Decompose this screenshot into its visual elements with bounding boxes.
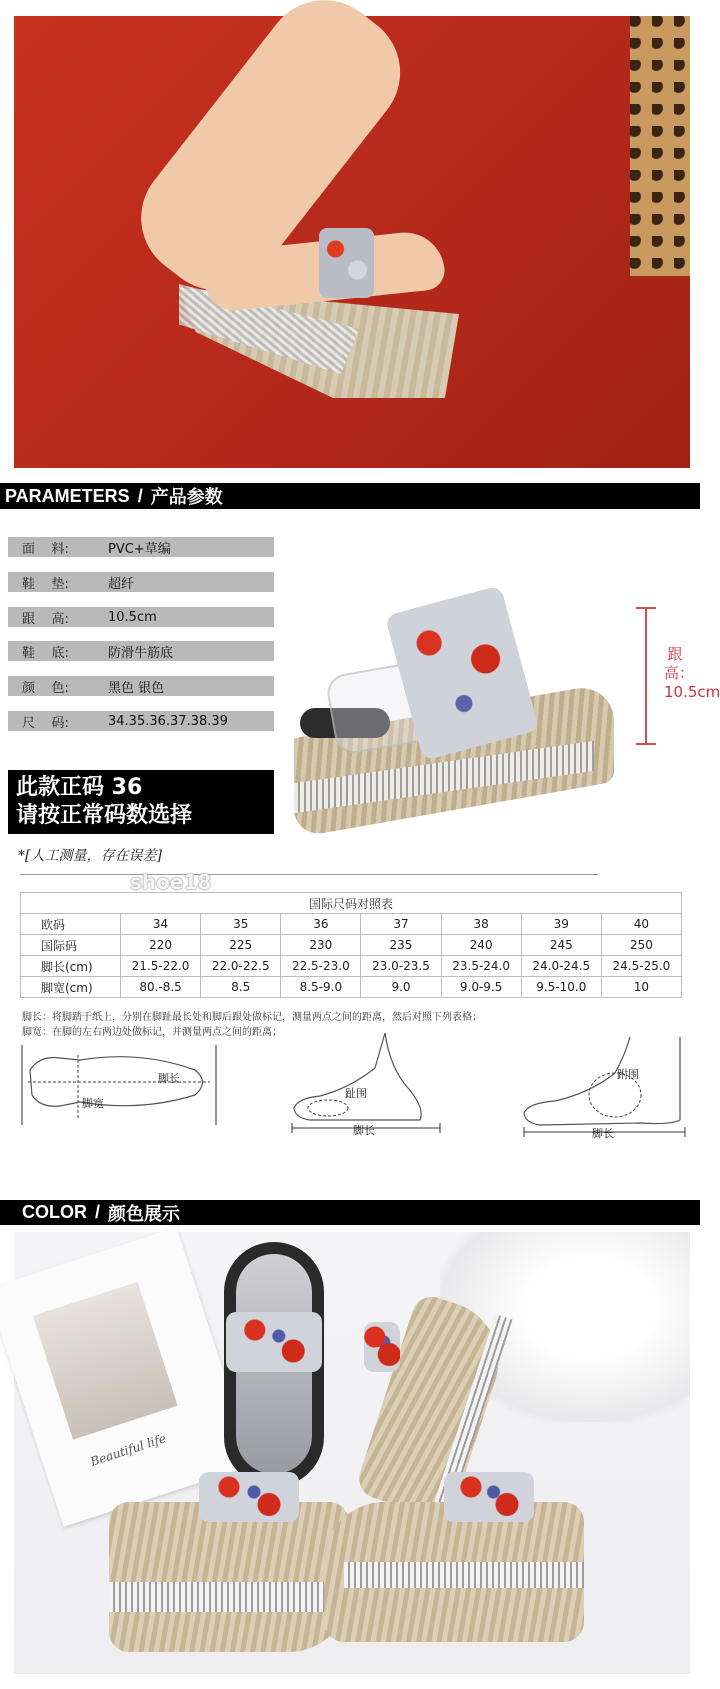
table-cell: 9.0-9.5 (441, 977, 521, 998)
param-label: 颜 色: (22, 680, 69, 696)
diagram-label-length-3: 脚长 (592, 1127, 614, 1140)
table-row (21, 977, 682, 998)
param-label: 跟 高: (22, 611, 69, 627)
param-row-heel (8, 607, 274, 627)
diagram-label-instep-girth: 跗围 (617, 1068, 639, 1081)
notice-line-2: 请按正常码数选择 (16, 803, 193, 828)
color-title-sep: / (95, 1202, 101, 1222)
table-cell: 22.0-22.5 (201, 956, 281, 977)
row-label: 国际码 (21, 935, 121, 956)
card-picture (33, 1282, 178, 1440)
dimension-cap-bottom (636, 743, 656, 745)
measure-note: *[人工测量，存在误差] (18, 848, 162, 864)
diagram-label-width: 脚宽 (82, 1097, 104, 1110)
size-notice (8, 770, 274, 834)
size-chart-table (20, 892, 682, 998)
table-cell: 21.5-22.0 (121, 956, 201, 977)
diagram-label-length: 脚长 (158, 1072, 180, 1085)
table-cell: 39 (521, 914, 601, 935)
diagram-label-toe-girth: 趾围 (345, 1087, 367, 1100)
table-cell: 37 (361, 914, 441, 935)
param-value: PVC+草编 (108, 541, 171, 557)
parameters-title-en: PARAMETERS (5, 485, 130, 506)
param-row-size (8, 711, 274, 731)
param-value: 防滑牛筋底 (108, 645, 174, 661)
table-cell: 36 (281, 914, 361, 935)
param-value: 超纤 (108, 576, 135, 592)
table-cell: 80.-8.5 (121, 977, 201, 998)
param-label: 面 料: (22, 541, 69, 557)
param-row-color (8, 676, 274, 696)
color-display-photo (14, 1232, 690, 1674)
table-row (21, 935, 682, 956)
param-label: 尺 码: (22, 715, 69, 731)
table-cell: 245 (521, 935, 601, 956)
table-row (21, 914, 682, 935)
param-row-material (8, 537, 274, 557)
color-title-en: COLOR (22, 1202, 87, 1222)
parameters-title-sep: / (137, 485, 143, 506)
table-cell: 240 (441, 935, 521, 956)
card-caption: Beautiful life (88, 1431, 168, 1469)
param-value: 黑色 银色 (108, 680, 165, 696)
color-header-bar (0, 1200, 700, 1225)
product-side-photo (290, 590, 620, 815)
param-row-insole (8, 572, 274, 592)
table-cell: 230 (281, 935, 361, 956)
table-cell: 10 (601, 977, 681, 998)
divider (20, 874, 598, 875)
row-label: 脚宽(cm) (21, 977, 121, 998)
heel-height-label: 跟高：10.5cm (664, 645, 720, 701)
foot-length-instruction: 脚长：将脚踏于纸上，分别在脚趾最长处和脚后跟处做标记，测量两点之间的距离，然后对照下列表格； (22, 1012, 482, 1023)
notice-line-1: 此款正码 36 (16, 775, 143, 800)
table-cell: 23.0-23.5 (361, 956, 441, 977)
param-value: 34.35.36.37.38.39 (108, 713, 228, 729)
table-cell: 9.5-10.0 (521, 977, 601, 998)
leopard-dress (630, 16, 690, 276)
table-cell: 35 (201, 914, 281, 935)
table-cell: 8.5-9.0 (281, 977, 361, 998)
table-cell: 22.5-23.0 (281, 956, 361, 977)
table-cell: 235 (361, 935, 441, 956)
param-label: 鞋 底: (22, 645, 69, 661)
table-cell: 250 (601, 935, 681, 956)
table-cell: 9.0 (361, 977, 441, 998)
table-cell: 24.5-25.0 (601, 956, 681, 977)
gem-strap (319, 228, 374, 298)
black-shoe-top (214, 1242, 334, 1492)
watermark: shoe18 (130, 870, 212, 894)
table-cell: 23.5-24.0 (441, 956, 521, 977)
parameters-title-cn: 产品参数 (150, 487, 223, 507)
row-label: 脚长(cm) (21, 956, 121, 977)
parameters-header-bar (0, 483, 700, 509)
table-cell: 225 (201, 935, 281, 956)
param-value: 10.5cm (108, 609, 157, 625)
table-cell: 34 (121, 914, 201, 935)
table-cell: 24.0-24.5 (521, 956, 601, 977)
dimension-line (645, 608, 647, 744)
hero-photo (14, 16, 690, 468)
foot-top-diagram (20, 1040, 220, 1130)
silver-shoe-bottom (314, 1462, 594, 1652)
table-cell: 8.5 (201, 977, 281, 998)
table-row (21, 956, 682, 977)
table-cell: 38 (441, 914, 521, 935)
size-table-caption: 国际尺码对照表 (21, 893, 682, 914)
color-title-cn: 颜色展示 (108, 1203, 181, 1224)
diagram-label-length-2: 脚长 (353, 1124, 375, 1137)
row-label: 欧码 (21, 914, 121, 935)
table-cell: 220 (121, 935, 201, 956)
param-label: 鞋 垫: (22, 576, 69, 592)
param-row-outsole (8, 641, 274, 661)
foot-width-instruction: 脚宽：在脚的左右两边处做标记，并测量两点之间的距离； (22, 1027, 282, 1038)
table-cell: 40 (601, 914, 681, 935)
